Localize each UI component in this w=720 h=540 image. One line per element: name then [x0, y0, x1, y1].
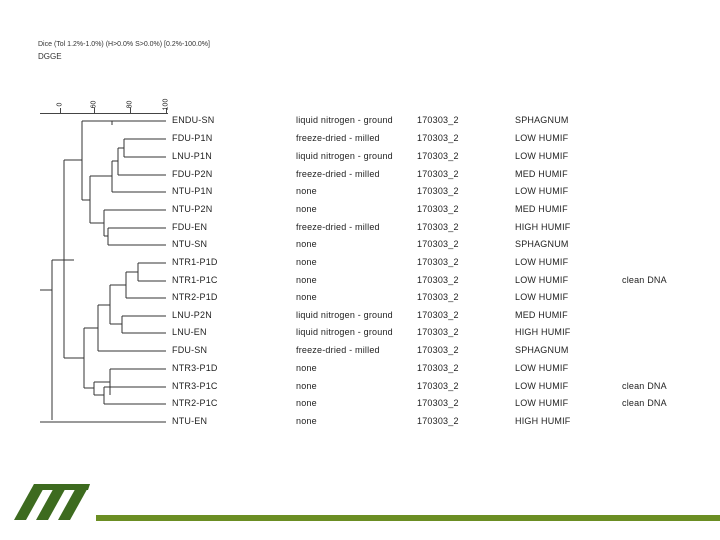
peat-type: LOW HUMIF: [515, 363, 569, 373]
table-row: [0, 307, 720, 324]
note: clean DNA: [622, 275, 667, 285]
note: clean DNA: [622, 381, 667, 391]
peat-type: LOW HUMIF: [515, 381, 569, 391]
run-date: 170303_2: [417, 310, 459, 320]
run-date: 170303_2: [417, 169, 459, 179]
preparation-method: liquid nitrogen - ground: [296, 310, 393, 320]
peat-type: MED HUMIF: [515, 204, 568, 214]
table-row: [0, 183, 720, 200]
method-label: DGGE: [38, 52, 62, 61]
table-row: [0, 395, 720, 412]
peat-type: LOW HUMIF: [515, 275, 569, 285]
peat-type: LOW HUMIF: [515, 292, 569, 302]
preparation-method: none: [296, 363, 317, 373]
scale-tick-label: 80: [126, 100, 134, 109]
peat-type: SPHAGNUM: [515, 345, 569, 355]
run-date: 170303_2: [417, 416, 459, 426]
run-date: 170303_2: [417, 398, 459, 408]
sample-id: LNU-EN: [172, 327, 207, 337]
peat-type: LOW HUMIF: [515, 398, 569, 408]
sample-id: NTU-EN: [172, 416, 208, 426]
table-row: [0, 236, 720, 253]
peat-type: LOW HUMIF: [515, 186, 569, 196]
sample-id: FDU-P1N: [172, 133, 213, 143]
run-date: 170303_2: [417, 381, 459, 391]
preparation-method: freeze-dried - milled: [296, 222, 380, 232]
table-row: [0, 219, 720, 236]
sample-id: FDU-P2N: [172, 169, 213, 179]
scale-tick-label: 100: [162, 98, 170, 111]
sample-id: NTR1-P1D: [172, 257, 218, 267]
peat-type: SPHAGNUM: [515, 239, 569, 249]
sample-id: NTU-P1N: [172, 186, 213, 196]
preparation-method: none: [296, 239, 317, 249]
run-date: 170303_2: [417, 239, 459, 249]
run-date: 170303_2: [417, 363, 459, 373]
sample-id: NTR3-P1C: [172, 381, 218, 391]
run-date: 170303_2: [417, 257, 459, 267]
table-row: [0, 166, 720, 183]
sample-id: ENDU-SN: [172, 115, 215, 125]
preparation-method: liquid nitrogen - ground: [296, 327, 393, 337]
preparation-method: none: [296, 398, 317, 408]
peat-type: HIGH HUMIF: [515, 327, 571, 337]
preparation-method: none: [296, 204, 317, 214]
sample-id: NTR2-P1D: [172, 292, 218, 302]
sample-id: NTR2-P1C: [172, 398, 218, 408]
sample-id: FDU-EN: [172, 222, 208, 232]
scale-tick-label: 60: [90, 100, 98, 109]
run-date: 170303_2: [417, 115, 459, 125]
note: clean DNA: [622, 398, 667, 408]
peat-type: LOW HUMIF: [515, 257, 569, 267]
run-date: 170303_2: [417, 186, 459, 196]
table-row: [0, 378, 720, 395]
run-date: 170303_2: [417, 222, 459, 232]
scale-tick-label: 0: [56, 102, 64, 107]
table-row: [0, 289, 720, 306]
preparation-method: freeze-dried - milled: [296, 169, 380, 179]
run-date: 170303_2: [417, 345, 459, 355]
table-row: [0, 324, 720, 341]
table-row: [0, 130, 720, 147]
sample-id: FDU-SN: [172, 345, 208, 355]
table-row: [0, 360, 720, 377]
peat-type: LOW HUMIF: [515, 133, 569, 143]
table-row: [0, 112, 720, 129]
run-date: 170303_2: [417, 204, 459, 214]
sample-id: NTU-P2N: [172, 204, 213, 214]
sample-id: NTR1-P1C: [172, 275, 218, 285]
table-row: [0, 254, 720, 271]
run-date: 170303_2: [417, 327, 459, 337]
preparation-method: liquid nitrogen - ground: [296, 115, 393, 125]
preparation-method: liquid nitrogen - ground: [296, 151, 393, 161]
sample-id: LNU-P2N: [172, 310, 212, 320]
run-date: 170303_2: [417, 292, 459, 302]
preparation-method: none: [296, 292, 317, 302]
run-date: 170303_2: [417, 151, 459, 161]
table-row: [0, 413, 720, 430]
run-date: 170303_2: [417, 275, 459, 285]
preparation-method: none: [296, 275, 317, 285]
table-row: [0, 148, 720, 165]
sample-id: NTR3-P1D: [172, 363, 218, 373]
table-row: [0, 201, 720, 218]
peat-type: HIGH HUMIF: [515, 416, 571, 426]
peat-type: LOW HUMIF: [515, 151, 569, 161]
preparation-method: none: [296, 416, 317, 426]
peat-type: MED HUMIF: [515, 169, 568, 179]
preparation-method: none: [296, 257, 317, 267]
sample-id: NTU-SN: [172, 239, 208, 249]
preparation-method: none: [296, 381, 317, 391]
table-row: [0, 272, 720, 289]
sample-id: LNU-P1N: [172, 151, 212, 161]
peat-type: MED HUMIF: [515, 310, 568, 320]
run-date: 170303_2: [417, 133, 459, 143]
peat-type: SPHAGNUM: [515, 115, 569, 125]
preparation-method: freeze-dried - milled: [296, 345, 380, 355]
preparation-method: none: [296, 186, 317, 196]
company-logo: [14, 482, 98, 520]
preparation-method: freeze-dried - milled: [296, 133, 380, 143]
footer-accent-bar: [96, 515, 720, 521]
table-row: [0, 342, 720, 359]
similarity-settings: Dice (Tol 1.2%-1.0%) (H>0.0% S>0.0%) [0.2%-100.0%]: [38, 41, 210, 48]
peat-type: HIGH HUMIF: [515, 222, 571, 232]
